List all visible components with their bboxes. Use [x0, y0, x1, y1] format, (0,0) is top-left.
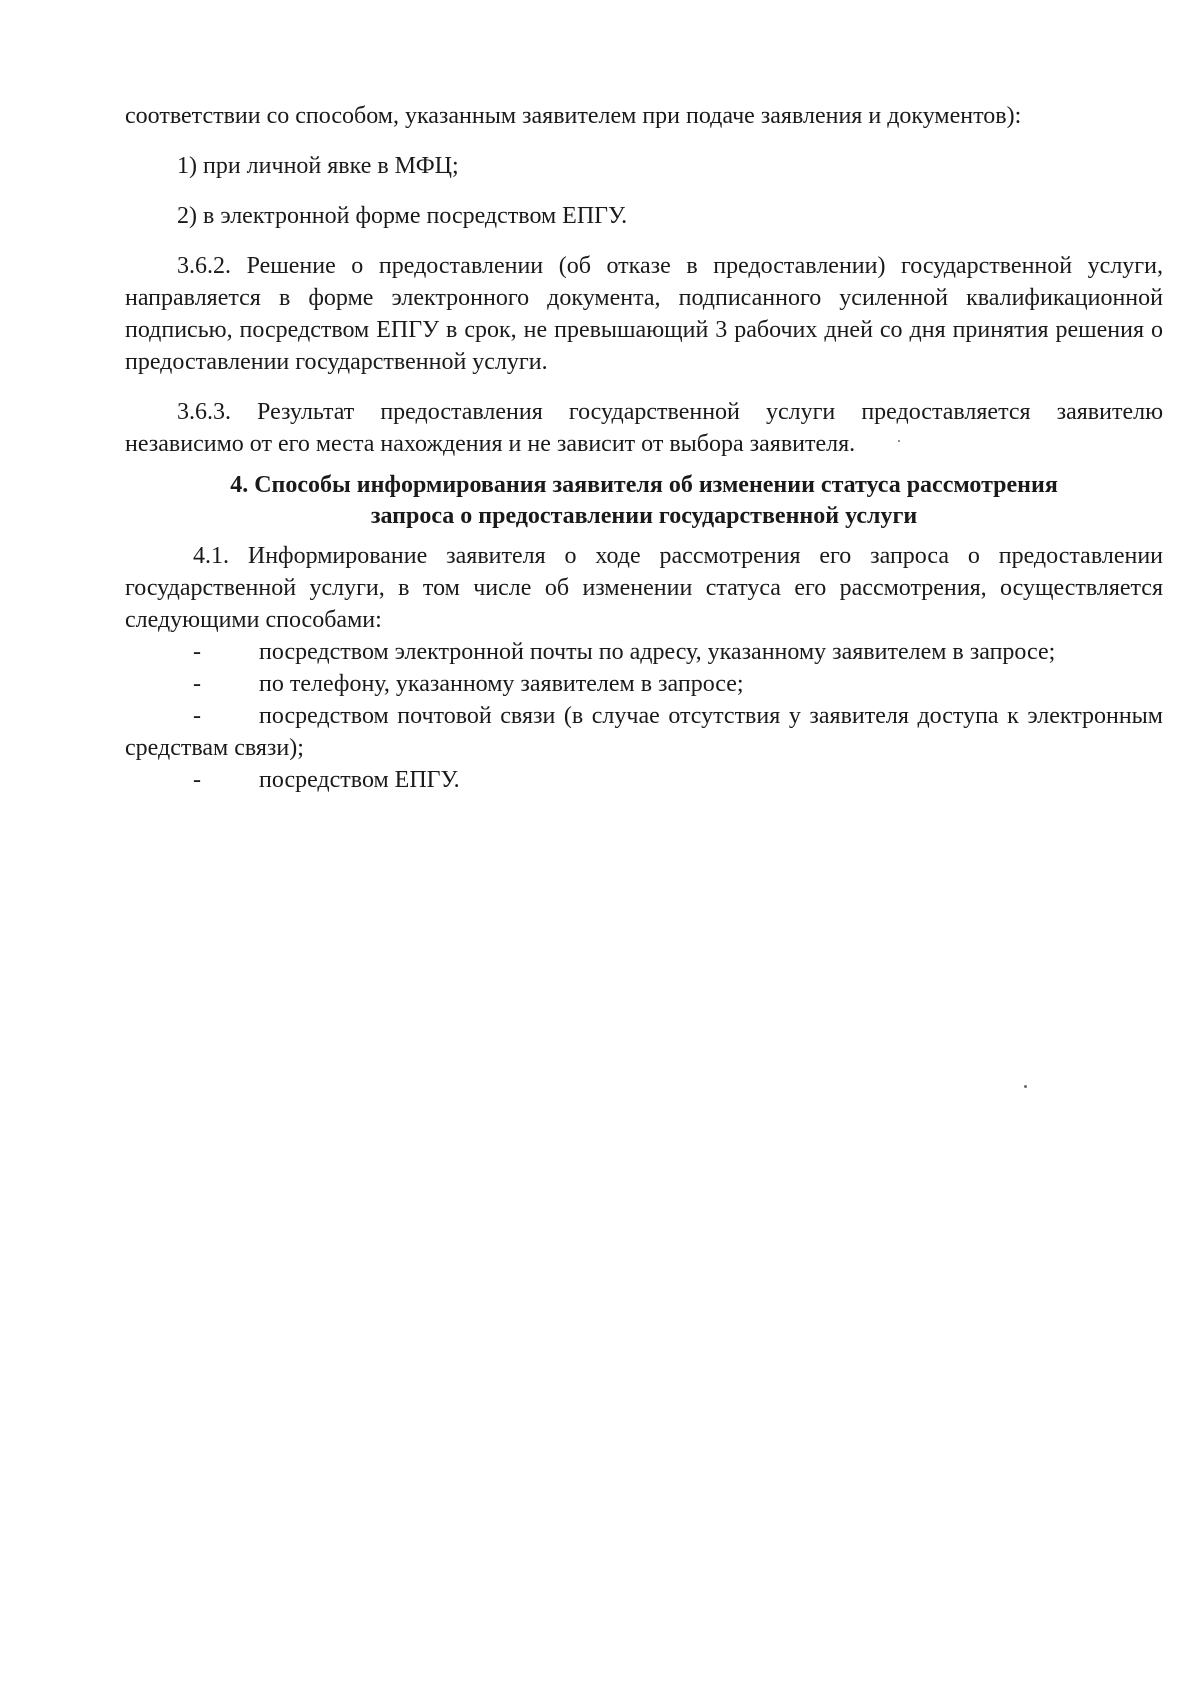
bullet-phone — [125, 668, 1163, 700]
list-item-personal-visit: 1) при личной явке в МФЦ; — [177, 153, 459, 179]
paragraph-4-1: 4.1. Информирование заявителя о ходе рассмотрения его запроса о предоставлении государственной услуги, в том числе об изменении статуса его рассмотрения, осуществляется следующими способами: — [125, 543, 1163, 633]
bullet-text: посредством почтовой связи (в случае отсутствия у заявителя доступа к электронным средствам связи); — [125, 703, 1163, 761]
bullet-marker: - — [193, 703, 201, 729]
scan-speck — [1024, 1085, 1027, 1088]
paragraph-intro: соответствии со способом, указанным заявителем при подаче заявления и документов): — [125, 103, 1022, 129]
paragraph-3-6-3: 3.6.3. Результат предоставления государственной услуги предоставляется заявителю независимо от его места нахождения и не зависит от выбора заявителя. — [125, 399, 1163, 457]
bullet-marker: - — [193, 671, 201, 697]
bullet-postal — [125, 700, 1163, 764]
paragraph-3-6-2: 3.6.2. Решение о предоставлении (об отказе в предоставлении) государственной услуги, направляется в форме электронного документа, подписанного усиленной квалификационной подписью, посредством ЕПГУ в срок, не превышающий 3 рабочих дней со дня принятия решения о предоставлении государственной услуги. — [125, 253, 1163, 375]
bullet-text: посредством ЕПГУ. — [259, 767, 460, 793]
section-4-heading — [125, 470, 1163, 532]
section-4-heading-line1: 4. Способы информирования заявителя об изменении статуса рассмотрения — [230, 472, 1058, 498]
section-4-heading-line2: запроса о предоставлении государственной услуги — [370, 503, 918, 529]
list-item-electronic-form: 2) в электронной форме посредством ЕПГУ. — [177, 203, 628, 229]
bullet-text: посредством электронной почты по адресу, указанному заявителем в запросе; — [259, 639, 1056, 665]
scan-speck — [898, 440, 900, 442]
bullet-email — [125, 636, 1163, 668]
document-body — [125, 100, 1163, 796]
bullet-epgu — [125, 764, 1163, 796]
bullet-text: по телефону, указанному заявителем в запросе; — [259, 671, 744, 697]
bullet-marker: - — [193, 639, 201, 665]
bullet-marker: - — [193, 767, 201, 793]
